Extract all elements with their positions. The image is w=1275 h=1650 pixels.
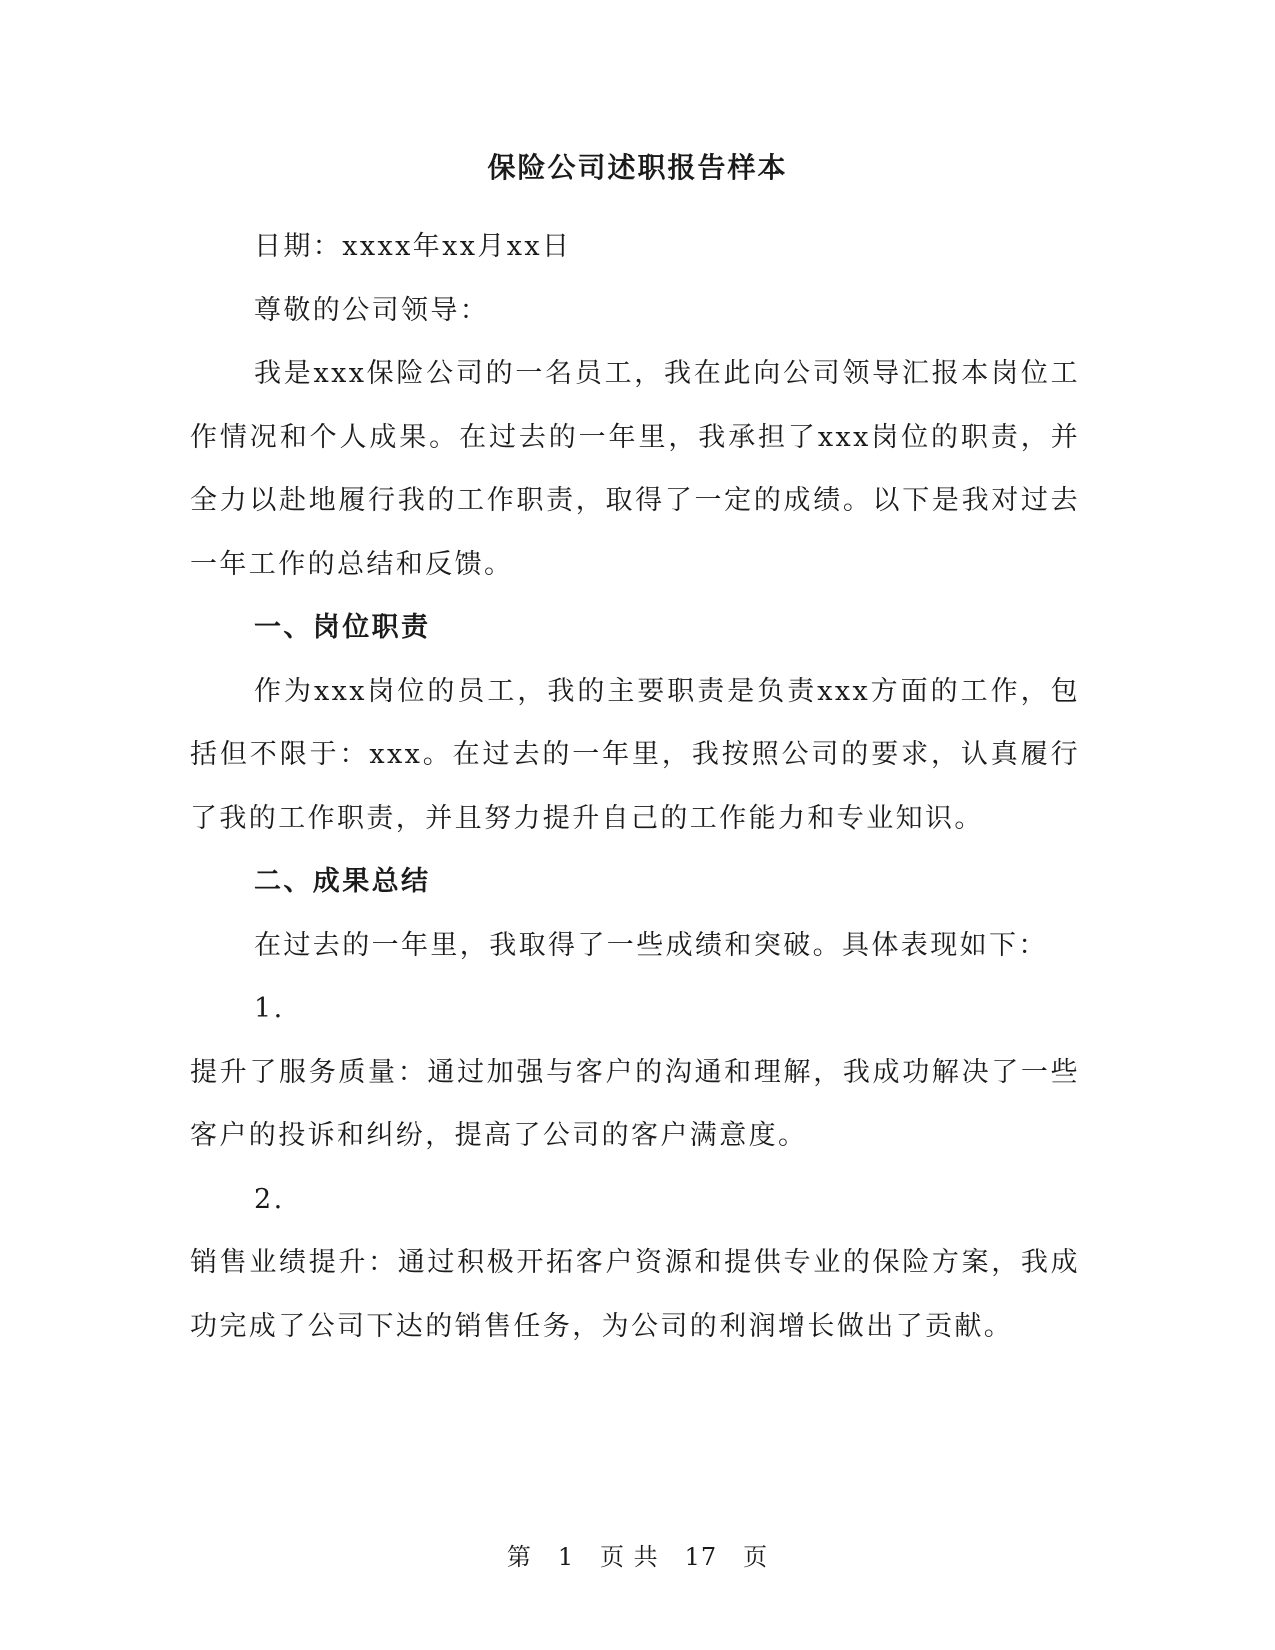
list-item-text-1: 提升了服务质量：通过加强与客户的沟通和理解，我成功解决了一些客户的投诉和纠纷，提高了公司的客户满意度。 xyxy=(190,1056,1080,1151)
list-item-number-1: 1. xyxy=(254,993,285,1024)
section-heading-results: 二、成果总结 xyxy=(254,866,431,897)
document-body xyxy=(190,215,1080,1358)
date-line: 日期：xxxx年xx月xx日 xyxy=(254,231,572,262)
salutation: 尊敬的公司领导： xyxy=(254,294,490,326)
duties-paragraph: 作为xxx岗位的员工，我的主要职责是负责xxx方面的工作，包括但不限于：xxx。在过去的一年里，我按照公司的要求，认真履行了我的工作职责，并且努力提升自己的工作能力和专业知识。 xyxy=(190,675,1080,834)
footer-middle: 页 共 xyxy=(600,1543,659,1571)
footer-total-pages: 17 xyxy=(684,1543,718,1571)
section-heading-duties: 一、岗位职责 xyxy=(254,612,431,643)
footer-page-number: 1 xyxy=(557,1543,575,1571)
list-item-text-2: 销售业绩提升：通过积极开拓客户资源和提供专业的保险方案，我成功完成了公司下达的销售任务，为公司的利润增长做出了贡献。 xyxy=(190,1247,1080,1342)
intro-paragraph: 我是xxx保险公司的一名员工，我在此向公司领导汇报本岗位工作情况和个人成果。在过去的一年里，我承担了xxx岗位的职责，并全力以赴地履行我的工作职责，取得了一定的成绩。以下是我对过去一年工作的总结和反馈。 xyxy=(190,358,1080,580)
footer-prefix: 第 xyxy=(506,1543,532,1571)
list-item-number-2: 2. xyxy=(254,1183,285,1215)
page-footer xyxy=(0,1540,1275,1574)
footer-suffix: 页 xyxy=(743,1543,769,1571)
document-title: 保险公司述职报告样本 xyxy=(487,151,788,184)
results-intro-paragraph: 在过去的一年里，我取得了一些成绩和突破。具体表现如下： xyxy=(254,929,1048,961)
